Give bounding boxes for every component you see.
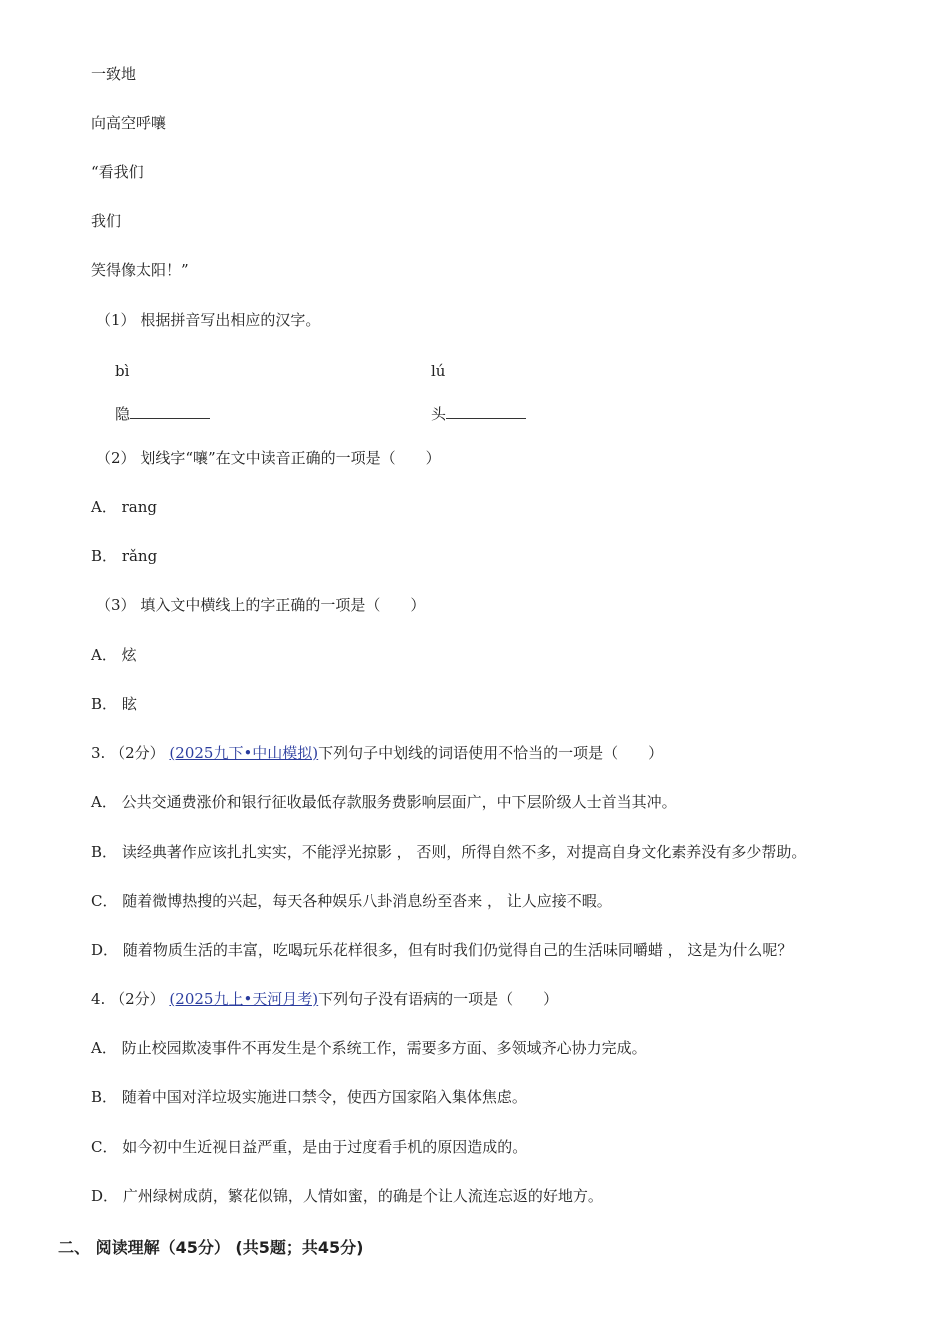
subquestion-3 xyxy=(96,595,425,615)
option-text: 炫 xyxy=(121,646,137,664)
answer-blank[interactable] xyxy=(130,404,210,419)
option-label: B． xyxy=(91,1088,118,1106)
option-c xyxy=(91,891,612,911)
question-3 xyxy=(91,743,663,763)
option-text: rang xyxy=(121,498,158,516)
subquestion-number: （1） xyxy=(96,311,136,329)
option-label: C． xyxy=(91,892,118,910)
poem-line: 一致地 xyxy=(91,65,137,83)
question-stem: 下列句子中划线的词语使用不恰当的一项是（ ） xyxy=(318,744,664,762)
poem-line: 我们 xyxy=(91,212,122,230)
option-label: A． xyxy=(91,793,117,811)
option-label: B． xyxy=(91,843,118,861)
answer-blank[interactable] xyxy=(446,404,526,419)
option-label: B． xyxy=(91,547,118,565)
fill-char: 隐 xyxy=(115,405,131,423)
question-number: 3. xyxy=(91,744,106,762)
question-source-link[interactable]: (2025九上•天河月考) xyxy=(169,990,319,1008)
question-number: 4. xyxy=(91,990,106,1008)
question-4 xyxy=(91,989,558,1009)
subquestion-number: （3） xyxy=(96,596,136,614)
question-stem: 下列句子没有语病的一项是（ ） xyxy=(318,990,559,1008)
option-label: A． xyxy=(91,498,117,516)
option-label: B． xyxy=(91,695,118,713)
question-score: （2分） xyxy=(110,744,165,762)
option-text: rǎng xyxy=(121,547,158,565)
subquestion-number: （2） xyxy=(96,449,136,467)
subquestion-text: 填入文中横线上的字正确的一项是（ ） xyxy=(140,596,426,614)
question-score: （2分） xyxy=(110,990,165,1008)
option-label: A． xyxy=(91,1039,117,1057)
pinyin: lú xyxy=(431,362,446,380)
option-text: 读经典著作应该扎扎实实，不能浮光掠影 ， 否则，所得自然不多，对提高自身文化素养没有多少帮助。 xyxy=(121,843,807,861)
fill-item xyxy=(431,404,526,424)
option-a xyxy=(91,497,157,517)
option-a xyxy=(91,1038,647,1058)
option-text: 随着中国对洋垃圾实施进口禁令，使西方国家陷入集体焦虑。 xyxy=(121,1088,527,1106)
option-label: D． xyxy=(91,1187,119,1205)
poem-line: 笑得像太阳！” xyxy=(91,261,189,279)
section-heading: 二、 阅读理解（45分） (共5题；共45分) xyxy=(58,1238,364,1257)
option-a xyxy=(91,792,677,812)
option-label: C． xyxy=(91,1138,118,1156)
option-a xyxy=(91,645,137,665)
poem-line: “看我们 xyxy=(91,163,144,181)
subquestion-text: 根据拼音写出相应的汉字。 xyxy=(140,311,321,329)
option-text: 广州绿树成荫，繁花似锦，人情如蜜，的确是个让人流连忘返的好地方。 xyxy=(122,1187,603,1205)
subquestion-2 xyxy=(96,448,441,468)
option-d xyxy=(91,940,792,960)
option-b xyxy=(91,546,157,566)
subquestion-text: 划线字“嚷”在文中读音正确的一项是（ ） xyxy=(140,449,441,467)
question-source-link[interactable]: (2025九下•中山模拟) xyxy=(169,744,319,762)
poem-line: 向高空呼嚷 xyxy=(91,114,167,132)
option-text: 随着物质生活的丰富，吃喝玩乐花样很多，但有时我们仍觉得自己的生活味同嚼蜡 ， 这是为什么呢？ xyxy=(122,941,793,959)
option-b xyxy=(91,842,806,862)
fill-char: 头 xyxy=(431,405,447,423)
option-d xyxy=(91,1186,603,1206)
option-c xyxy=(91,1137,527,1157)
option-label: D． xyxy=(91,941,119,959)
option-text: 如今初中生近视日益严重，是由于过度看手机的原因造成的。 xyxy=(122,1138,528,1156)
option-text: 随着微博热搜的兴起，每天各种娱乐八卦消息纷至沓来 ， 让人应接不暇。 xyxy=(122,892,612,910)
option-text: 公共交通费涨价和银行征收最低存款服务费影响层面广，中下层阶级人士首当其冲。 xyxy=(121,793,677,811)
option-text: 眩 xyxy=(121,695,137,713)
option-b xyxy=(91,1087,527,1107)
pinyin: bì xyxy=(115,362,130,380)
option-b xyxy=(91,694,137,714)
option-text: 防止校园欺凌事件不再发生是个系统工作，需要多方面、多领域齐心协力完成。 xyxy=(121,1039,647,1057)
option-label: A． xyxy=(91,646,117,664)
fill-item xyxy=(115,404,210,424)
subquestion-1 xyxy=(96,310,320,330)
